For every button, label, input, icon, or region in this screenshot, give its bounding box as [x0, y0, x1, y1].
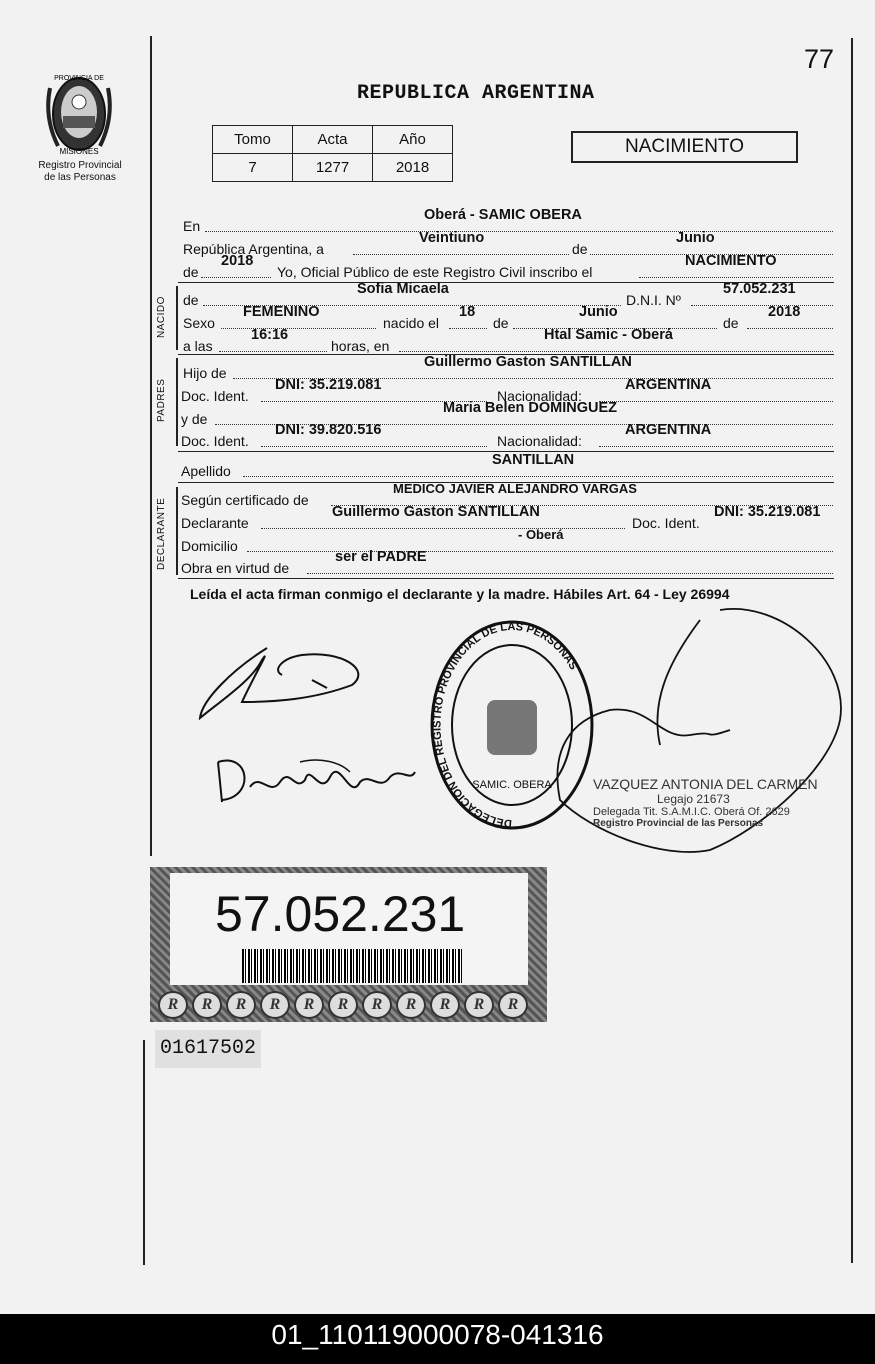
label-sexo: Sexo — [183, 315, 215, 331]
serial-number: 01617502 — [155, 1030, 261, 1068]
label-de-year: de — [183, 264, 199, 280]
barcode-r-marks — [158, 991, 538, 1019]
padres-bracket — [176, 358, 178, 446]
label-declarante: Declarante — [181, 515, 249, 531]
label-father-nationality: Nacionalidad: — [497, 388, 582, 404]
value-mother-doc: DNI: 39.820.516 — [275, 422, 382, 438]
value-father-doc: DNI: 35.219.081 — [275, 377, 382, 393]
declarante-bracket — [176, 487, 178, 575]
r-mark: R — [464, 991, 494, 1019]
value-time: 16:16 — [251, 327, 289, 343]
left-margin-line-lower — [143, 1040, 145, 1265]
footer-code: 01_110119000078-041316 — [0, 1314, 875, 1364]
separator-5 — [178, 578, 834, 579]
logo-text-top: PROVINCIA DE — [54, 75, 104, 82]
value-obra: ser el PADRE — [335, 549, 427, 565]
value-declarante-doc: DNI: 35.219.081 — [714, 504, 821, 520]
label-domicilio: Domicilio — [181, 538, 238, 554]
header-tomo: Tomo — [213, 126, 293, 154]
row-obra — [181, 549, 833, 578]
reference-header-row — [213, 126, 453, 154]
label-y-de: y de — [181, 411, 208, 427]
row-hora — [181, 327, 833, 356]
logo-caption-line1: Registro Provincial — [38, 160, 122, 171]
value-birth-day: 18 — [459, 304, 476, 320]
barcode-sticker — [150, 867, 547, 1022]
value-child-dni: 57.052.231 — [723, 281, 796, 297]
r-mark: R — [260, 991, 290, 1019]
barcode-bars — [242, 949, 462, 983]
r-mark: R — [328, 991, 358, 1019]
label-de-name: de — [183, 292, 199, 308]
barcode-label — [170, 873, 528, 985]
r-mark: R — [498, 991, 528, 1019]
value-tomo: 7 — [213, 154, 293, 182]
official-legajo: Legajo 21673 — [657, 792, 730, 806]
label-de-birth: de — [493, 315, 509, 331]
barcode-dni: 57.052.231 — [215, 886, 466, 942]
label-hijo-de: Hijo de — [183, 365, 227, 381]
value-anio: 2018 — [373, 154, 453, 182]
closing-text: Leída el acta firman conmigo el declarante y la madre. Hábiles Art. 64 - Ley 26994 — [190, 586, 730, 602]
logo-caption — [20, 160, 140, 184]
r-mark: R — [158, 991, 188, 1019]
row-apellido — [181, 452, 833, 481]
label-republica: República Argentina, a — [183, 241, 324, 257]
official-office: Registro Provincial de las Personas — [593, 818, 764, 829]
value-mother-name: Maria Belen DOMINGUEZ — [443, 400, 618, 416]
left-margin-line — [150, 36, 152, 856]
official-name: VAZQUEZ ANTONIA DEL CARMEN — [593, 776, 818, 792]
r-mark: R — [362, 991, 392, 1019]
value-father-nationality: ARGENTINA — [625, 377, 712, 393]
value-day-words: Veintiuno — [419, 230, 485, 246]
official-role: Delegada Tit. S.A.M.I.C. Oberá Of. 2629 — [593, 806, 790, 818]
logo-text-bottom: MISIONES — [59, 147, 99, 156]
value-birth-year: 2018 — [768, 304, 801, 320]
r-mark: R — [396, 991, 426, 1019]
label-a-las: a las — [183, 338, 213, 354]
label-mother-nationality: Nacionalidad: — [497, 433, 582, 449]
label-de: de — [572, 241, 588, 257]
label-obra: Obra en virtud de — [181, 560, 290, 576]
section-label-nacido: NACIDO — [156, 296, 167, 338]
value-apellido: SANTILLAN — [492, 452, 575, 468]
section-label-declarante: DECLARANTE — [156, 497, 167, 570]
label-nacido-el: nacido el — [383, 315, 440, 331]
label-father-doc: Doc. Ident. — [181, 388, 249, 404]
nacido-bracket — [176, 286, 178, 350]
value-inscription-type: NACIMIENTO — [685, 253, 777, 269]
label-apellido: Apellido — [181, 463, 231, 479]
declarante-signature — [192, 640, 372, 730]
r-mark: R — [192, 991, 222, 1019]
value-year: 2018 — [221, 253, 254, 269]
value-month: Junio — [676, 230, 715, 246]
province-logo — [38, 68, 120, 158]
document-title: REPUBLICA ARGENTINA — [357, 82, 595, 105]
section-label-padres: PADRES — [156, 378, 167, 422]
stamp-ring-text: DELEGACIÓN DEL REGISTRO PROVINCIAL DE LAS PERSONAS — [431, 620, 580, 830]
value-certificado: MEDICO JAVIER ALEJANDRO VARGAS — [393, 481, 637, 496]
value-acta: 1277 — [293, 154, 373, 182]
r-mark: R — [226, 991, 256, 1019]
header-acta: Acta — [293, 126, 373, 154]
value-birth-month: Junio — [579, 304, 618, 320]
value-birth-place: Htal Samic - Oberá — [544, 327, 673, 343]
value-sexo: FEMENINO — [243, 304, 320, 320]
mother-signature — [210, 742, 420, 812]
value-mother-nationality: ARGENTINA — [625, 422, 712, 438]
label-en: En — [183, 218, 201, 234]
reference-table — [212, 125, 453, 182]
value-domicilio: - Oberá — [518, 527, 564, 542]
reference-value-row — [213, 154, 453, 182]
value-place: Oberá - SAMIC OBERA — [424, 207, 582, 223]
row-year — [181, 253, 833, 282]
row-mother-doc — [181, 422, 833, 451]
label-horas: horas, en — [331, 338, 390, 354]
value-declarante-name: Guillermo Gaston SANTILLAN — [332, 504, 540, 520]
label-mother-doc: Doc. Ident. — [181, 433, 249, 449]
label-declarante-doc: Doc. Ident. — [632, 515, 700, 531]
record-type-box: NACIMIENTO — [571, 131, 798, 163]
official-signature-scribble — [550, 600, 850, 870]
value-father-name: Guillermo Gaston SANTILLAN — [424, 354, 632, 370]
official-stamp-block — [593, 776, 843, 829]
value-child-name: Sofia Micaela — [357, 281, 449, 297]
row-domicilio — [181, 527, 833, 556]
r-mark: R — [294, 991, 324, 1019]
stamp-inner-text: SAMIC. OBERA — [472, 779, 552, 791]
header-anio: Año — [373, 126, 453, 154]
row-declarante — [181, 504, 833, 533]
r-mark: R — [430, 991, 460, 1019]
label-de-birth-year: de — [723, 315, 739, 331]
row-en — [181, 207, 833, 236]
label-official: Yo, Oficial Público de este Registro Civil inscribo el — [277, 264, 593, 280]
right-margin-line — [851, 38, 853, 1263]
page-number: 77 — [804, 44, 835, 74]
label-dni: D.N.I. Nº — [626, 292, 681, 308]
label-certificado: Según certificado de — [181, 492, 309, 508]
logo-caption-line2: de las Personas — [44, 172, 116, 183]
